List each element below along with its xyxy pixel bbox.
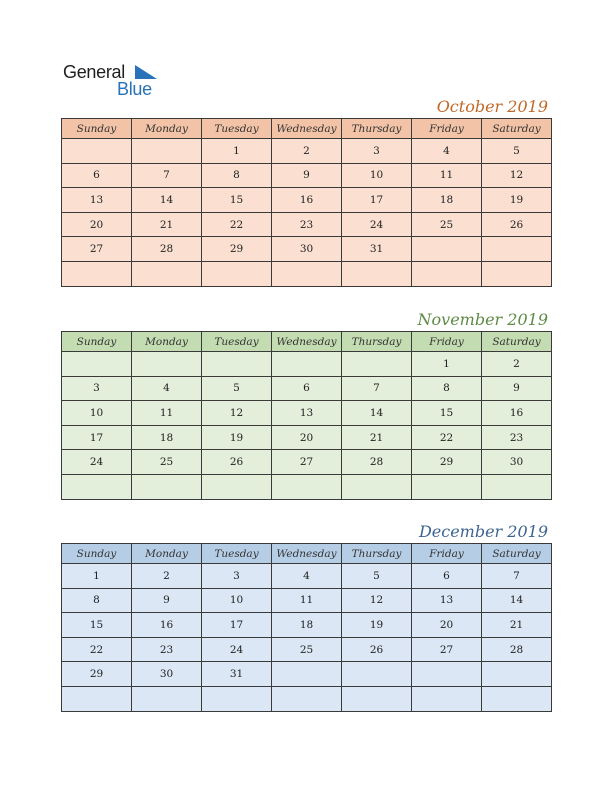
day-cell: 24 <box>342 212 412 237</box>
day-cell: 11 <box>412 163 482 188</box>
weekday-header: Friday <box>412 544 482 564</box>
day-cell: 8 <box>62 588 132 613</box>
day-cell <box>62 474 132 499</box>
day-cell: 27 <box>272 450 342 475</box>
weekday-header: Wednesday <box>272 544 342 564</box>
weekday-header: Thursday <box>342 332 412 352</box>
day-cell: 31 <box>202 662 272 687</box>
day-cell: 18 <box>272 613 342 638</box>
day-cell <box>412 261 482 286</box>
day-cell: 29 <box>412 450 482 475</box>
day-cell <box>62 352 132 377</box>
day-cell: 3 <box>62 376 132 401</box>
day-cell: 19 <box>202 425 272 450</box>
day-cell: 31 <box>342 237 412 262</box>
month-title: November 2019 <box>417 310 548 329</box>
day-cell <box>412 474 482 499</box>
weekday-header: Sunday <box>62 119 132 139</box>
day-cell: 28 <box>132 237 202 262</box>
day-cell: 12 <box>342 588 412 613</box>
day-cell <box>132 139 202 164</box>
day-cell: 9 <box>272 163 342 188</box>
day-cell: 2 <box>482 352 552 377</box>
day-cell: 6 <box>412 564 482 589</box>
weekday-header: Saturday <box>482 332 552 352</box>
week-row <box>62 352 552 377</box>
day-cell: 21 <box>132 212 202 237</box>
day-cell: 25 <box>132 450 202 475</box>
calendar-table <box>61 118 552 287</box>
weekday-header: Tuesday <box>202 544 272 564</box>
day-cell: 29 <box>202 237 272 262</box>
day-cell <box>132 474 202 499</box>
day-cell: 26 <box>342 637 412 662</box>
day-cell <box>62 261 132 286</box>
day-cell: 13 <box>412 588 482 613</box>
day-cell: 19 <box>482 188 552 213</box>
weekday-header: Friday <box>412 119 482 139</box>
day-cell: 1 <box>412 352 482 377</box>
weekday-header-row <box>62 119 552 139</box>
day-cell: 26 <box>202 450 272 475</box>
day-cell <box>132 352 202 377</box>
day-cell <box>202 686 272 711</box>
day-cell: 14 <box>342 401 412 426</box>
day-cell <box>342 352 412 377</box>
day-cell: 12 <box>202 401 272 426</box>
day-cell <box>272 261 342 286</box>
day-cell: 4 <box>132 376 202 401</box>
day-cell: 27 <box>62 237 132 262</box>
day-cell <box>272 686 342 711</box>
day-cell: 20 <box>62 212 132 237</box>
weekday-header: Saturday <box>482 119 552 139</box>
week-row <box>62 212 552 237</box>
weekday-header: Monday <box>132 332 202 352</box>
day-cell: 19 <box>342 613 412 638</box>
day-cell: 30 <box>482 450 552 475</box>
day-cell: 2 <box>272 139 342 164</box>
weekday-header: Saturday <box>482 544 552 564</box>
day-cell: 1 <box>202 139 272 164</box>
day-cell <box>342 686 412 711</box>
week-row <box>62 237 552 262</box>
day-cell: 28 <box>342 450 412 475</box>
day-cell: 16 <box>482 401 552 426</box>
day-cell: 11 <box>132 401 202 426</box>
day-cell: 15 <box>202 188 272 213</box>
month-december <box>61 521 552 712</box>
day-cell: 15 <box>412 401 482 426</box>
day-cell: 22 <box>412 425 482 450</box>
day-cell <box>202 261 272 286</box>
weekday-header: Monday <box>132 119 202 139</box>
day-cell: 3 <box>202 564 272 589</box>
day-cell <box>62 686 132 711</box>
day-cell <box>342 474 412 499</box>
day-cell: 22 <box>62 637 132 662</box>
day-cell: 30 <box>132 662 202 687</box>
day-cell: 3 <box>342 139 412 164</box>
day-cell: 26 <box>482 212 552 237</box>
day-cell: 13 <box>62 188 132 213</box>
day-cell: 24 <box>202 637 272 662</box>
day-cell: 23 <box>272 212 342 237</box>
weekday-header: Thursday <box>342 544 412 564</box>
day-cell: 24 <box>62 450 132 475</box>
day-cell: 18 <box>132 425 202 450</box>
week-row <box>62 686 552 711</box>
day-cell: 7 <box>482 564 552 589</box>
day-cell <box>272 352 342 377</box>
day-cell: 14 <box>482 588 552 613</box>
month-title: December 2019 <box>418 522 548 541</box>
day-cell <box>272 662 342 687</box>
day-cell: 21 <box>342 425 412 450</box>
weekday-header: Sunday <box>62 544 132 564</box>
weekday-header: Wednesday <box>272 332 342 352</box>
day-cell: 18 <box>412 188 482 213</box>
day-cell: 22 <box>202 212 272 237</box>
day-cell <box>412 662 482 687</box>
week-row <box>62 588 552 613</box>
day-cell <box>202 352 272 377</box>
day-cell: 10 <box>342 163 412 188</box>
day-cell: 23 <box>482 425 552 450</box>
day-cell: 21 <box>482 613 552 638</box>
logo-text-general: General <box>63 62 125 82</box>
day-cell <box>342 662 412 687</box>
week-row <box>62 564 552 589</box>
weekday-header: Thursday <box>342 119 412 139</box>
weekday-header-row <box>62 544 552 564</box>
day-cell: 5 <box>342 564 412 589</box>
day-cell <box>412 686 482 711</box>
day-cell <box>482 237 552 262</box>
weekday-header: Monday <box>132 544 202 564</box>
day-cell <box>342 261 412 286</box>
day-cell: 12 <box>482 163 552 188</box>
week-row <box>62 163 552 188</box>
day-cell <box>272 474 342 499</box>
weekday-header: Wednesday <box>272 119 342 139</box>
month-october <box>61 96 552 287</box>
day-cell: 8 <box>412 376 482 401</box>
day-cell: 23 <box>132 637 202 662</box>
day-cell: 28 <box>482 637 552 662</box>
day-cell: 11 <box>272 588 342 613</box>
logo-text-blue: Blue <box>117 79 152 99</box>
weekday-header: Tuesday <box>202 332 272 352</box>
day-cell: 1 <box>62 564 132 589</box>
week-row <box>62 376 552 401</box>
day-cell: 4 <box>412 139 482 164</box>
day-cell <box>482 261 552 286</box>
week-row <box>62 474 552 499</box>
weekday-header-row <box>62 332 552 352</box>
day-cell: 17 <box>62 425 132 450</box>
day-cell <box>482 686 552 711</box>
calendar-table <box>61 331 552 500</box>
day-cell: 30 <box>272 237 342 262</box>
day-cell: 5 <box>202 376 272 401</box>
day-cell: 5 <box>482 139 552 164</box>
day-cell: 14 <box>132 188 202 213</box>
day-cell: 6 <box>62 163 132 188</box>
day-cell: 13 <box>272 401 342 426</box>
week-row <box>62 613 552 638</box>
day-cell: 10 <box>62 401 132 426</box>
week-row <box>62 425 552 450</box>
day-cell: 25 <box>412 212 482 237</box>
day-cell: 17 <box>202 613 272 638</box>
day-cell: 17 <box>342 188 412 213</box>
day-cell: 25 <box>272 637 342 662</box>
calendar-table <box>61 543 552 712</box>
day-cell <box>482 662 552 687</box>
day-cell: 20 <box>412 613 482 638</box>
month-title: October 2019 <box>436 97 548 116</box>
week-row <box>62 188 552 213</box>
week-row <box>62 401 552 426</box>
day-cell <box>132 686 202 711</box>
day-cell: 10 <box>202 588 272 613</box>
day-cell: 16 <box>272 188 342 213</box>
day-cell <box>132 261 202 286</box>
day-cell <box>202 474 272 499</box>
week-row <box>62 139 552 164</box>
day-cell <box>62 139 132 164</box>
day-cell: 20 <box>272 425 342 450</box>
day-cell: 9 <box>132 588 202 613</box>
week-row <box>62 450 552 475</box>
day-cell: 8 <box>202 163 272 188</box>
day-cell <box>412 237 482 262</box>
week-row <box>62 261 552 286</box>
day-cell: 7 <box>132 163 202 188</box>
weekday-header: Friday <box>412 332 482 352</box>
weekday-header: Tuesday <box>202 119 272 139</box>
day-cell: 6 <box>272 376 342 401</box>
day-cell: 15 <box>62 613 132 638</box>
day-cell: 7 <box>342 376 412 401</box>
day-cell <box>482 474 552 499</box>
weekday-header: Sunday <box>62 332 132 352</box>
month-november <box>61 309 552 500</box>
day-cell: 16 <box>132 613 202 638</box>
day-cell: 4 <box>272 564 342 589</box>
day-cell: 2 <box>132 564 202 589</box>
day-cell: 9 <box>482 376 552 401</box>
week-row <box>62 637 552 662</box>
day-cell: 29 <box>62 662 132 687</box>
week-row <box>62 662 552 687</box>
day-cell: 27 <box>412 637 482 662</box>
